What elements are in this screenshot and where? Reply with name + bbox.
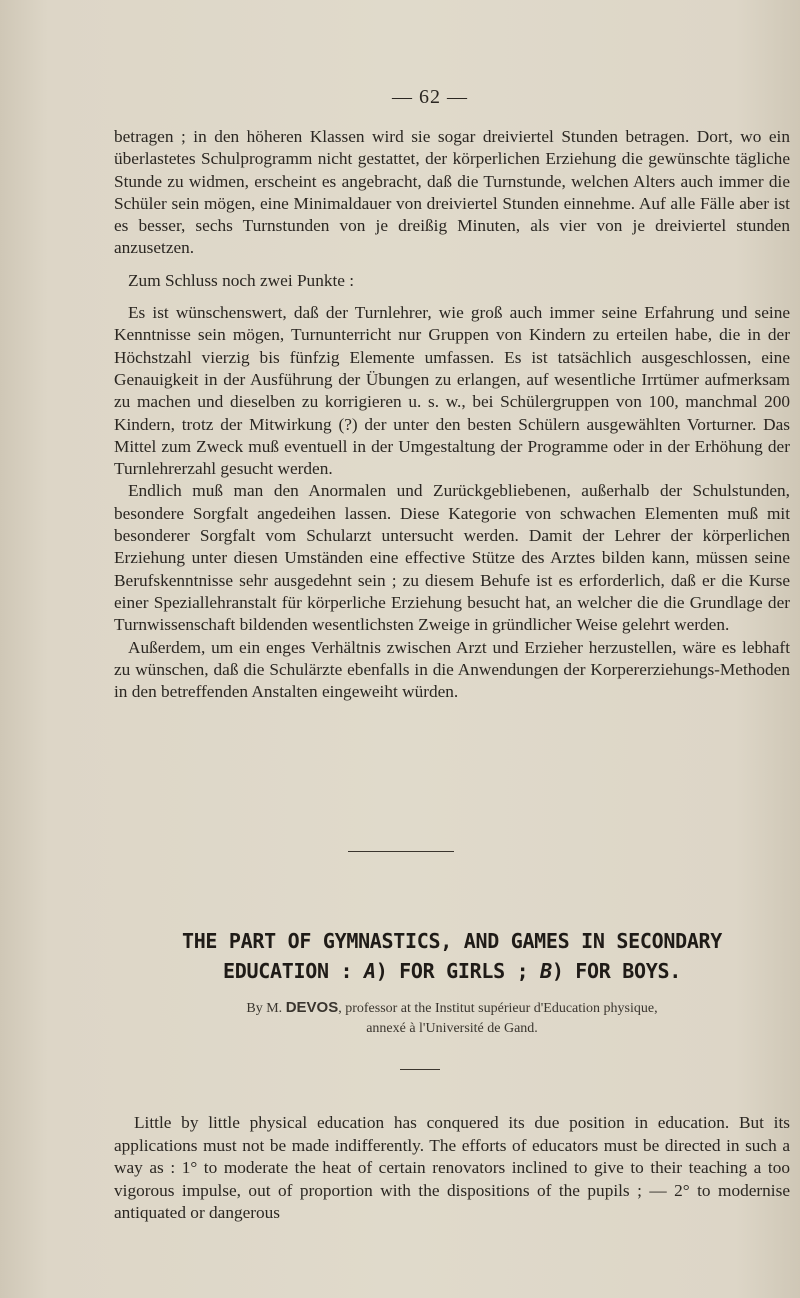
- paragraph: Es ist wünschenswert, daß der Turnlehrer, wie groß auch immer seine Erfahrung und seine Kenntnisse sein mögen, Turnunterricht nur Gruppen von Kindern zu erteilen habe, die in der Höchstzahl vierzig bis fünfzig Elemente umfassen. Es ist tatsächlich ausgeschlossen, eine Genauigkeit in der Ausführung der Übungen zu erlangen, auf wesentliche Irrtümer aufmerksam zu machen und dieselben zu korrigieren u. s. w., bei Schülergruppen von 100, manchmal 200 Kindern, trotz der Mitwirkung (?) der unter den besten Schülern ausgewählten Vorturner. Das Mittel zum Zweck muß eventuell in der Umgestaltung der Programme oder in der Erhöhung der Turnlehrerzahl gesucht werden.: [114, 303, 790, 479]
- page-number: — 62 —: [392, 86, 468, 108]
- article-title-line-2: [114, 956, 790, 986]
- title-fragment: EDUCATION :: [223, 959, 364, 983]
- byline-prefix: By M.: [246, 1001, 286, 1016]
- english-text-body: [114, 1112, 790, 1225]
- paragraph: betragen ; in den höheren Klassen wird sie sogar dreiviertel Stunden betragen. Dort, wo ein überlastetes Schulprogramm nicht gestattet, der körperlichen Erziehung die gewünschte tägliche Stunde zu widmen, erscheint es angebracht, daß die Turnstunde, welchen Alters auch immer die Schüler sein mögen, eine Minimaldauer von dreiviertel Stunden einnehme. Auf alle Fälle aber ist es besser, sechs Turnstunden von je dreißig Minuten, als vier von je dreiviertel stunden anzusetzen.: [114, 127, 790, 258]
- title-fragment: ) FOR GIRLS ;: [375, 959, 541, 983]
- byline-line-1: [114, 998, 790, 1019]
- article-title-line-1: THE PART OF GYMNASTICS, AND GAMES IN SECONDARY: [181, 929, 723, 953]
- author-name: DEVOS: [285, 999, 339, 1016]
- article-title: [114, 926, 790, 986]
- byline-line-2: annexé à l'Université de Gand.: [366, 1021, 538, 1036]
- german-text-body: [114, 126, 790, 703]
- title-fragment: A: [363, 959, 376, 983]
- title-fragment: B: [540, 959, 552, 983]
- author-byline: [114, 998, 790, 1039]
- paragraph: Little by little physical education has conquered its due position in education. But its applications must not be made indifferently. The efforts of educators must be directed in such a way as : 1° to moderate the heat of certain renovators inclined to give to their teaching a too vigorous impulse, out of proportion with the dispositions of the pupils ; — 2° to modernise antiquated or dangerous: [114, 1113, 790, 1222]
- paragraph: Zum Schluss noch zwei Punkte :: [128, 270, 355, 290]
- paragraph: Endlich muß man den Anormalen und Zurückgebliebenen, außerhalb der Schulstunden, besondere Sorgfalt angedeihen lassen. Diese Kategorie von schwachen Elementen muß mit besonderer Sorgfalt vom Schularzt untersucht werden. Damit der Lehrer der körperlichen Erziehung unter diesen Umständen eine effective Stütze des Arztes bilden kann, müssen seine Berufskenntnisse sehr ausgedehnt sein ; zu diesem Behufe ist es erforderlich, daß er die Kurse einer Speziallehranstalt für körperliche Erziehung besucht hat, an welcher die die Grundlage der Turnwissenschaft bildenden wesentlichsten Zweige in gründlicher Weise gelehrt werden.: [114, 481, 790, 635]
- paragraph: Außerdem, um ein enges Verhältnis zwischen Arzt und Erzieher herzustellen, wäre es lebhaft zu wünschen, daß die Schulärzte ebenfalls in die Anwendungen der Korpererziehungs-Methoden in den betreffenden Anstalten eingeweiht würden.: [114, 637, 790, 702]
- section-divider: [348, 851, 454, 852]
- byline-divider: [400, 1069, 440, 1070]
- title-fragment: ) FOR BOYS.: [551, 959, 681, 983]
- author-affiliation: , professor at the Institut supérieur d'Education physique,: [338, 1001, 658, 1016]
